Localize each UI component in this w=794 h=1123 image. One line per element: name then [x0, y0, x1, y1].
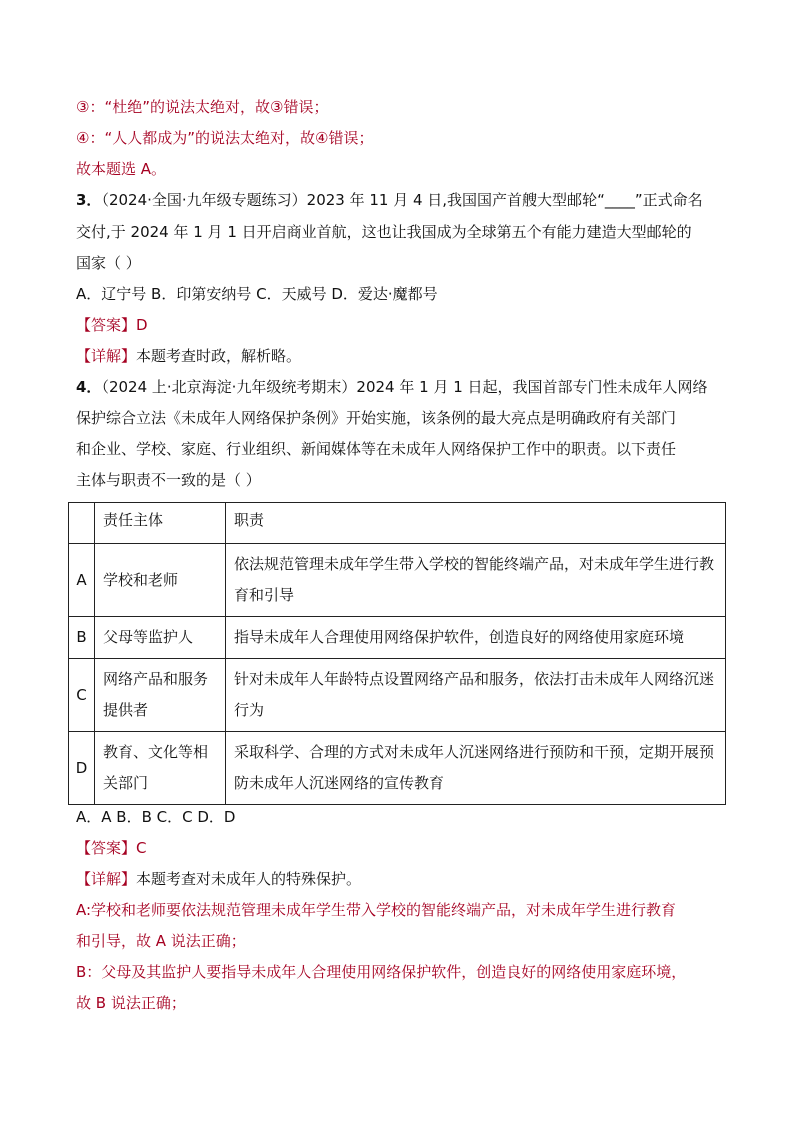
- table-row: [69, 659, 726, 732]
- q4-detail-text: 本题考查对未成年人的特殊保护。: [136, 870, 362, 888]
- q4-analysis-b-1: B：父母及其监护人要指导未成年人合理使用网络保护软件，创造良好的网络使用家庭环境，: [76, 963, 687, 981]
- q3-detail: [76, 346, 301, 366]
- row-subject: 教育、文化等相关部门: [95, 732, 226, 805]
- q4-analysis-a-2: 和引导，故 A 说法正确；: [76, 932, 246, 950]
- q4-analysis-a-1: A:学校和老师要依法规范管理未成年学生带入学校的智能终端产品，对未成年学生进行教育: [76, 901, 677, 919]
- q3-answer-label: 【答案】: [76, 316, 137, 334]
- q3-detail-text: 本题考查时政，解析略。: [136, 347, 302, 365]
- table-row: [69, 732, 726, 805]
- row-subject: 网络产品和服务提供者: [95, 659, 226, 732]
- q4-options: A．A B．B C．C D．D: [76, 808, 236, 826]
- row-letter: D: [69, 732, 95, 805]
- q4-number: 4．: [76, 378, 102, 396]
- row-subject: 学校和老师: [95, 544, 226, 617]
- row-letter: A: [69, 544, 95, 617]
- q4-answer: [76, 838, 147, 858]
- q4-line-4: 主体与职责不一致的是（ ）: [76, 471, 261, 489]
- q4-answer-value: C: [136, 839, 147, 857]
- q4-detail: [76, 869, 361, 889]
- q3-line-2: 交付,于 2024 年 1 月 1 日开启商业首航，这也让我国成为全球第五个有能力建造大型邮轮的: [76, 223, 692, 241]
- q3-answer: [76, 315, 148, 335]
- note-conclusion: 故本题选 A。: [76, 160, 167, 178]
- table-header-duty: 职责: [226, 503, 726, 544]
- q4-stem-1: （2024 上·北京海淀·九年级统考期末）2024 年 1 月 1 日起，我国首部专门性未成年人网络: [101, 378, 708, 396]
- row-duty: 依法规范管理未成年学生带入学校的智能终端产品，对未成年学生进行教育和引导: [226, 544, 726, 617]
- row-subject: 父母等监护人: [95, 617, 226, 659]
- table-header-blank: [69, 503, 95, 544]
- q3-number: 3．: [76, 191, 102, 209]
- note-item-3: ③：“杜绝”的说法太绝对，故③错误；: [76, 98, 329, 116]
- row-letter: C: [69, 659, 95, 732]
- q3-options: A．辽宁号 B．印第安纳号 C．天威号 D．爱达·魔都号: [76, 285, 438, 303]
- q3-line-3: 国家（ ）: [76, 254, 141, 272]
- responsibility-table: [68, 502, 726, 805]
- table-row: [69, 617, 726, 659]
- row-letter: B: [69, 617, 95, 659]
- q3-line-1: [76, 190, 703, 210]
- table-header-subject: 责任主体: [95, 503, 226, 544]
- q3-detail-label: 【详解】: [76, 347, 137, 365]
- table-header-row: [69, 503, 726, 544]
- note-item-4: ④：“人人都成为”的说法太绝对，故④错误；: [76, 129, 374, 147]
- q4-line-3: 和企业、学校、家庭、行业组织、新闻媒体等在未成年人网络保护工作中的职责。以下责任: [76, 440, 677, 458]
- q4-answer-label: 【答案】: [76, 839, 137, 857]
- q4-line-2: 保护综合立法《未成年人网络保护条例》开始实施，该条例的最大亮点是明确政府有关部门: [76, 409, 677, 427]
- q4-line-1: [76, 377, 708, 397]
- row-duty: 采取科学、合理的方式对未成年人沉迷网络进行预防和干预，定期开展预防未成年人沉迷网络的宣传教育: [226, 732, 726, 805]
- q4-detail-label: 【详解】: [76, 870, 137, 888]
- q3-answer-value: D: [136, 316, 148, 334]
- table-row: [69, 544, 726, 617]
- row-duty: 指导未成年人合理使用网络保护软件，创造良好的网络使用家庭环境: [226, 617, 726, 659]
- q3-stem-1: （2024·全国·九年级专题练习）2023 年 11 月 4 日,我国国产首艘大型邮轮“____”正式命名: [101, 191, 703, 209]
- row-duty: 针对未成年人年龄特点设置网络产品和服务，依法打击未成年人网络沉迷行为: [226, 659, 726, 732]
- q4-analysis-b-2: 故 B 说法正确；: [76, 994, 186, 1012]
